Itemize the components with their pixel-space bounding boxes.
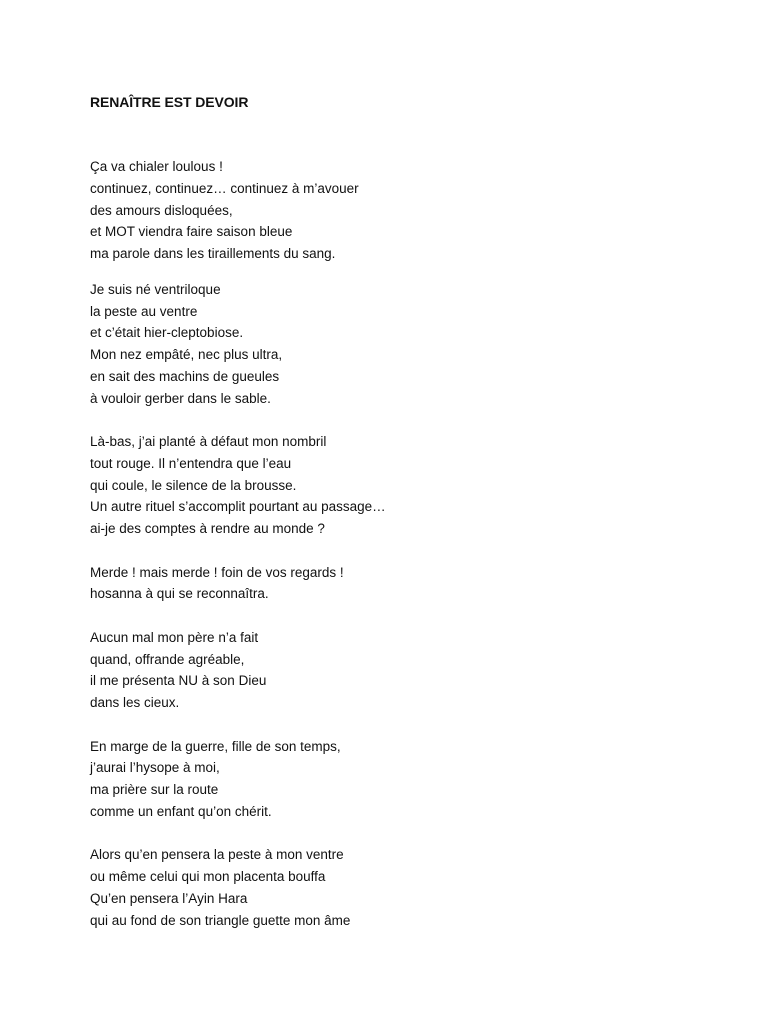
stanza-gap bbox=[90, 823, 690, 845]
poem-line: il me présenta NU à son Dieu bbox=[90, 673, 267, 689]
stanza-1 bbox=[90, 156, 690, 265]
stanza-gap bbox=[90, 714, 690, 736]
poem-line: ma prière sur la route bbox=[90, 782, 219, 797]
poem-body bbox=[90, 156, 690, 931]
poem-line: Merde ! mais merde ! foin de vos regards ! bbox=[90, 564, 344, 580]
stanza-gap bbox=[90, 605, 690, 627]
poem-line: Mon nez empâté, nec plus ultra, bbox=[90, 347, 283, 362]
poem-line: En marge de la guerre, fille de son temps, bbox=[90, 738, 341, 754]
stanza-4 bbox=[90, 562, 690, 606]
poem-line: Qu’en pensera l’Ayin Hara bbox=[90, 890, 248, 906]
poem-line: des amours disloquées, bbox=[90, 202, 233, 218]
poem-line: continuez, continuez… continuez à m’avouer bbox=[90, 180, 359, 196]
poem-line: ai-je des comptes à rendre au monde ? bbox=[90, 521, 325, 536]
poem-line: ou même celui qui mon placenta bouffa bbox=[90, 869, 326, 884]
poem-line: dans les cieux. bbox=[90, 695, 180, 710]
poem-line: Aucun mal mon père n’a fait bbox=[90, 629, 259, 645]
poem-line: Un autre rituel s’accomplit pourtant au passage… bbox=[90, 499, 386, 515]
poem-line: et c’était hier-cleptobiose. bbox=[90, 325, 244, 341]
poem-line: comme un enfant qu’on chérit. bbox=[90, 803, 272, 819]
poem-line: Là-bas, j’ai planté à défaut mon nombril bbox=[90, 434, 327, 449]
stanza-gap bbox=[90, 540, 690, 562]
poem-title: RENAÎTRE EST DEVOIR bbox=[90, 94, 249, 110]
stanza-gap bbox=[90, 265, 690, 279]
stanza-gap bbox=[90, 409, 690, 431]
poem-line: la peste au ventre bbox=[90, 303, 198, 319]
stanza-7 bbox=[90, 844, 690, 931]
stanza-3 bbox=[90, 431, 690, 540]
poem-line: hosanna à qui se reconnaîtra. bbox=[90, 586, 269, 602]
poem-line: quand, offrande agréable, bbox=[90, 651, 245, 667]
poem-line: Je suis né ventriloque bbox=[90, 281, 221, 297]
stanza-5 bbox=[90, 627, 690, 714]
poem-line: j’aurai l’hysope à moi, bbox=[90, 760, 220, 776]
stanza-2 bbox=[90, 279, 690, 410]
poem-line: à vouloir gerber dans le sable. bbox=[90, 390, 271, 406]
stanza-6 bbox=[90, 736, 690, 823]
poem-line: Ça va chialer loulous ! bbox=[90, 159, 223, 174]
poem-line: qui au fond de son triangle guette mon âme bbox=[90, 912, 351, 928]
poem-line: Alors qu’en pensera la peste à mon ventre bbox=[90, 847, 344, 863]
poem-line: qui coule, le silence de la brousse. bbox=[90, 477, 297, 493]
poem-line: et MOT viendra faire saison bleue bbox=[90, 224, 293, 240]
poem-line: tout rouge. Il n’entendra que l’eau bbox=[90, 455, 292, 471]
poem-line: ma parole dans les tiraillements du sang. bbox=[90, 246, 336, 261]
poem-line: en sait des machins de gueules bbox=[90, 368, 280, 384]
